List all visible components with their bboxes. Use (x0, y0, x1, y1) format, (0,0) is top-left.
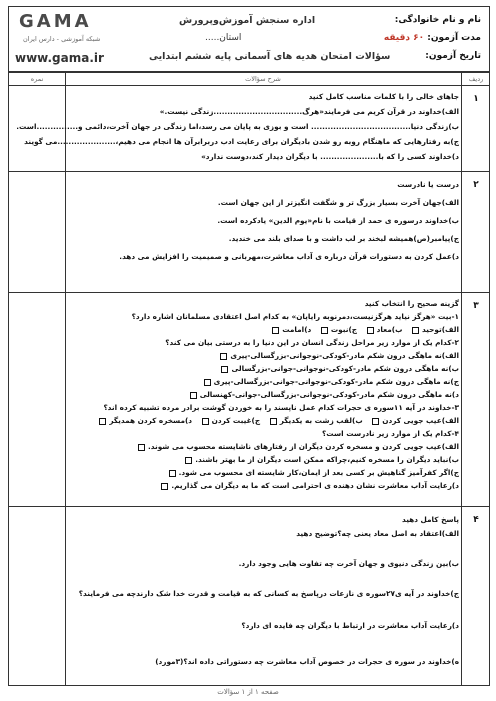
question-row (9, 507, 489, 684)
question-line: ج)به رفتارهایی که ماهنگام روبه رو شدن بادیگران برای رعایت ادب دربرابرآن ها انجام می دهیم،.....................می گویند (24, 137, 459, 146)
mcq-stem: ۱-بیت «هرگز نیاید هرگزنیست،دمرنوبه رایاپان» به کدام اصل اعتقادی مسلمانان اشاره دارد؟ (131, 312, 459, 321)
option[interactable]: الف)توحید (409, 325, 459, 334)
table-header (9, 73, 489, 86)
question-row (9, 293, 489, 507)
logo-url: www.gama.ir (15, 51, 104, 65)
mcq-stem: ۴-کدام یک از موارد زیر نادرست است؟ (322, 429, 459, 438)
mcq-stem: ۲-کدام یک از موارد زیر مراحل زندگی انسان در این دنیا را به درستی بیان می کند؟ (165, 338, 459, 347)
checkbox[interactable] (202, 418, 209, 425)
checkbox[interactable] (161, 483, 168, 490)
header-score: نمره (30, 75, 44, 83)
checkbox[interactable] (169, 470, 176, 477)
question-line: د)رعایت آداب معاشرت در ارتباط با دیگران چه فایده ای دارد؟ (241, 621, 459, 630)
gama-logo (15, 11, 125, 67)
checkbox[interactable] (321, 327, 328, 334)
checkbox[interactable] (138, 444, 145, 451)
question-line: الف)جهان آخرت بسیار بزرگ تر و شگفت انگیزتر از این جهان است. (217, 198, 459, 207)
option[interactable]: د)نه ماهگی درون شکم مادر-کودکی-نوجوانی-بزرگسالی-جوانی-کهنسالی (187, 390, 459, 399)
option[interactable]: د)رعایت آداب معاشرت نشان دهنده ی احترامی است که ما به دیگران می گذاریم. (158, 481, 459, 490)
exam-duration (384, 33, 481, 43)
duration-label: مدت آزمون: (427, 33, 481, 43)
exam-date-label: تاریخ آزمون: (425, 51, 481, 61)
header-question: شرح سؤالات (245, 75, 281, 83)
option[interactable]: ج)نبوت (318, 325, 357, 334)
checkbox[interactable] (367, 327, 374, 334)
checkbox[interactable] (185, 457, 192, 464)
header-row-number: ردیف (468, 75, 484, 83)
option[interactable]: الف)عیب جویی کردن و مسخره کردن دیگران از رفتارهای ناشایسته محسوب می شوند. (135, 442, 459, 451)
option[interactable]: ج)غیبت کردن (199, 416, 261, 425)
question-instruction: درست یا نادرست (397, 180, 459, 189)
option[interactable]: الف)عیب جویی کردن (369, 416, 459, 425)
page-footer: صفحه ۱ از ۱ سؤالات (217, 688, 279, 696)
question-line: ه)خداوند در سوره ی حجرات در خصوص آداب معاشرت چه دستوراتی داده اند؟(۳مورد) (155, 657, 459, 666)
mcq-options (92, 416, 459, 425)
option[interactable]: ج)نه ماهگی درون شکم مادر-کودکی-نوجوانی-جوانی-بزرگسالی-پیری (201, 377, 459, 386)
checkbox[interactable] (372, 418, 379, 425)
mcq-options (265, 325, 459, 334)
org-title: اداره سنجش آموزش‌وپرورش (179, 15, 316, 26)
checkbox[interactable] (204, 379, 211, 386)
question-instruction: جاهای خالی را با کلمات مناسب کامل کنید (308, 92, 459, 101)
question-line: الف)اعتقاد به اصل معاد یعنی چه؟توضیح دهید (296, 529, 459, 538)
question-line: ب)زندگی دنیا.................................... است و بوزی به پایان می رسد،اما زندگی در جهان آخرت،دائمی و...............است. (16, 122, 459, 131)
option[interactable]: ب)نه ماهگی درون شکم مادر-کودکی-نوجوانی-جوانی-بزرگسالی (218, 364, 459, 373)
question-instruction: پاسخ کامل دهید (401, 515, 459, 524)
question-instruction: گزینه صحیح را انتخاب کنید (364, 299, 459, 308)
exam-title: سؤالات امتحان هدیه های آسمانی پایه ششم ابتدایی (149, 51, 391, 62)
question-line: ج)خداوند در آیه ی۲۷سوره ی نازعات درپاسخ به کسانی که به قیامت و قدرت خدا شک دارندچه می فرمایند؟ (78, 589, 459, 598)
province-label: استان..... (205, 33, 242, 43)
student-name-label: نام و نام خانوادگی: (394, 15, 481, 25)
option[interactable]: د)مسخره کردن همدیگر (96, 416, 192, 425)
question-number: ۲ (473, 180, 479, 190)
checkbox[interactable] (190, 392, 197, 399)
question-line: د)عمل کردن به دستورات قرآن درباره ی آداب معاشرت،مهربانی و صمیمیت را افزایش می دهد. (119, 252, 459, 261)
logo-subtitle: شبکه آموزشی - دارس ایران (23, 35, 101, 43)
option[interactable]: الف)نه ماهگی درون شکم مادر-کودکی-نوجوانی-بزرگسالی-پیری (217, 351, 459, 360)
option[interactable]: ب)لقب زشت به یکدیگر (267, 416, 363, 425)
exam-header (8, 6, 490, 72)
checkbox[interactable] (220, 353, 227, 360)
checkbox[interactable] (99, 418, 106, 425)
checkbox[interactable] (272, 327, 279, 334)
question-row (9, 86, 489, 172)
checkbox[interactable] (270, 418, 277, 425)
question-line: د)خداوند کسی را که با..................... با دیگران دیدار کند،دوست ندارد» (201, 152, 459, 161)
duration-value: ۶۰ دقیقه (383, 33, 425, 43)
checkbox[interactable] (412, 327, 419, 334)
question-row (9, 172, 489, 293)
question-line: ب)بین زندگی دنیوی و جهان آخرت چه تفاوت هایی وجود دارد. (238, 559, 459, 568)
question-line: ب)خداوند درسوره ی حمد از قیامت با نام«یوم الدین» یادکرده است. (217, 216, 459, 225)
option[interactable]: ب)نباید دیگران را مسخره کنیم،چراکه ممکن است دیگران از ما بهتر باشند. (182, 455, 459, 464)
checkbox[interactable] (221, 366, 228, 373)
logo-wordmark: GAMA (19, 11, 92, 32)
question-number: ۳ (473, 301, 479, 311)
option[interactable]: ج)اگر کفرآمیز گناهیش بر کسی بعد از ایمان،کار شایسته ای محسوب می شود. (166, 468, 459, 477)
option[interactable]: د)امامت (269, 325, 311, 334)
question-number: ۱ (473, 94, 479, 104)
question-number: ۴ (473, 515, 479, 525)
question-line: الف)خداوند در قرآن کریم می فرمایند«هرگ................................زندگی نیست.» (159, 107, 459, 116)
mcq-stem: ۳-خداوند در آیه ۱۱سوره ی حجرات کدام عمل ناپسند را به خوردن گوشت برادر مرده تشبیه کرده اند؟ (103, 403, 459, 412)
question-line: ج)پیامبر(ص)همیشه لبخند بر لب داشت و با صدای بلند می خندید. (228, 234, 459, 243)
questions-table (8, 72, 490, 686)
option[interactable]: ب)معاد (364, 325, 403, 334)
